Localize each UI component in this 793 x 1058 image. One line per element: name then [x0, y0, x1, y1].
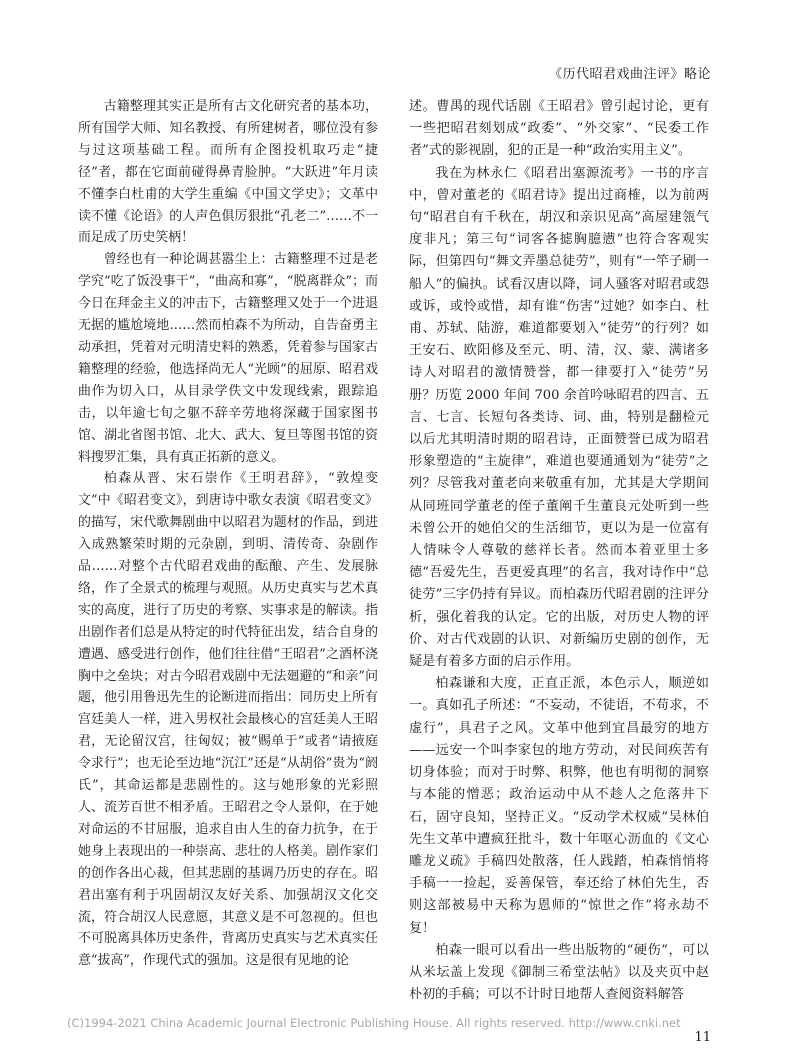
- paragraph: 柏森一眼可以看出一些出版物的“硬伤”，可以从米坛盖上发现《御制三希堂法帖》以及夹页中赵朴初的手稿；可以不计时日地帮人查阅资料解答: [409, 942, 709, 1003]
- copyright-notice: (C)1994-2021 China Academic Journal Electronic Publishing House. All rights reserved. http://www.cnki.net: [67, 1016, 681, 1030]
- paragraph: 古籍整理其实正是所有古文化研究者的基本功，所有国学大师、知名教授、有所建树者，哪位没有参与过这项基础工程。而所有企图投机取巧走“捷径”者，都在它面前碰得鼻青脸肿。“大跃进”年月读不懂李白杜甫的大学生重编《中国文学史》；文革中读不懂《论语》的人声色俱厉狠批“孔老二”……不一而足成了历史笑柄！: [78, 99, 378, 246]
- paragraph-continuation: 述。曹禺的现代话剧《王昭君》曾引起讨论，更有一些把昭君刻划成“政委”、“外交家”、“民委工作者”式的影视剧，犯的正是一种“政治实用主义”。: [409, 99, 709, 159]
- paragraph: 柏森谦和大度，正直正派，本色示人，顺逆如一。真如孔子所述：“不妄动，不徒语，不苟求，不虚行”，具君子之风。文革中他到宜昌最穷的地方——远安一个叫李家包的地方劳动，对民间疾苦有切身体验；而对于时弊、积弊，他也有明彻的洞察与本能的憎恶；政治运动中从不趁人之危落井下石，固守良知，坚持正义。“反动学术权威”吴林伯先生文革中遭疯狂批斗，数十年呕心沥血的《文心雕龙义疏》手稿四处散落，任人践踏，柏森悄悄将手稿一一捡起，妥善保管，奉还给了林伯先生，否则这部被易中天称为恩师的“惊世之作”将永劫不复！: [409, 676, 709, 936]
- left-column: [78, 96, 378, 972]
- running-header: 《历代昭君戏曲注评》略论: [548, 67, 711, 82]
- paragraph: 柏森从晋、宋石崇作《王明君辞》，“敦煌变文”中《昭君变文》，到唐诗中歌女表演《昭君变文》的描写，宋代歌舞剧曲中以昭君为题材的作品，到进入成熟繁荣时期的元杂剧，到明、清传奇、杂剧作品……对整个古代昭君戏曲的酝酿、产生、发展脉络，作了全景式的梳理与观照。从历史真实与艺术真实的高度，进行了历史的考察、实事求是的解读。指出剧作者们总是从特定的时代特征出发，结合自身的遭遇、感受进行创作，他们往往借“王昭君”之酒杯浇胸中之垒块；对古今昭君戏剧中无法廻避的“和亲”问题，他引用鲁迅先生的论断进而指出：同历史上所有宫廷美人一样，进入男权社会最核心的宫廷美人王昭君，无论留汉宫，往匈奴；被“赐单于”或者“请掖庭令求行”；也无论至边地“沉江”还是“从胡俗”贵为“阏氏”，其命运都是悲剧性的。这与她形象的光彩照人、流芳百世不相矛盾。王昭君之令人景仰，在于她对命运的不甘屈服，追求自由人生的奋力抗争，在于她身上表现出的一种崇高、悲壮的人格美。剧作家们的创作各出心裁，但其悲剧的基调乃历史的存在。昭君出塞有利于巩固胡汉友好关系、加强胡汉文化交流，符合胡汉人民意愿，其意义是不可忽视的。但也不可脱离具体历史条件，背离历史真实与艺术真实任意“拔高”，作现代式的强加。这是很有见地的论: [78, 471, 378, 969]
- paragraph: 我在为林永仁《昭君出塞源流考》一书的序言中，曾对董老的《昭君诗》提出过商榷，以为前两句“昭君自有千秋在，胡汉和亲识见高”高屋建瓴气度非凡；第三句“词客各摅胸臆懑”也符合客观实际，但第四句“舞文弄墨总徒劳”，则有“一竿子刷一船人”的偏执。试看汉唐以降，词人骚客对昭君或怨或诉，或怜或惜，却有谁“伤害”过她？如李白、杜甫、苏轼、陆游，难道都要划入“徒劳”的行列？如王安石、欧阳修及至元、明、清，汉、蒙、满诸多诗人对昭君的激情赞誉，都一律要打入“徒劳”另册？历览 2000 年间 700 余首吟咏昭君的四言、五言、七言、长短句各类诗、词、曲，特别是翻检元以后尤其明清时期的昭君诗，正面赞誉已成为昭君形象塑造的“主旋律”，难道也要通通划为“徒劳”之列？尽管我对董老向来敬重有加，尤其是大学期间从同班同学董老的侄子董阐千生董良元处听到一些未曾公开的她伯父的生活细节，更以为是一位富有人情味令人尊敬的慈祥长者。然而本着亚里士多德“吾爱先生，吾更爱真理”的名言，我对诗作中“总徒劳”三字仍持有异议。而柏森历代昭君剧的注评分析，强化着我的认定。它的出版，对历史人物的评价、对古代戏剧的认识、对新编历史剧的创作，无疑是有着多方面的启示作用。: [409, 165, 709, 670]
- right-column: [409, 96, 709, 1006]
- page-number: 11: [694, 1030, 711, 1045]
- paragraph: 曾经也有一种论调甚嚣尘上：古籍整理不过是老学究“吃了饭没事干”，“曲高和寡”，“脱离群众”；而今日在拜金主义的冲击下，古籍整理又处于一个进退无据的尴尬境地……然而柏森不为所动，自告奋勇主动承担，凭着对元明清史料的熟悉，凭着参与国家古籍整理的经验，他选择尚无人“光顾”的屈原、昭君戏曲作为切入口，从目录学佚文中发现线索，跟踪追击，以年逾七旬之躯不辞辛劳地将深藏于国家图书馆、湖北省图书馆、北大、武大、复旦等图书馆的资料搜罗汇集，具有真正拓新的意义。: [78, 252, 378, 465]
